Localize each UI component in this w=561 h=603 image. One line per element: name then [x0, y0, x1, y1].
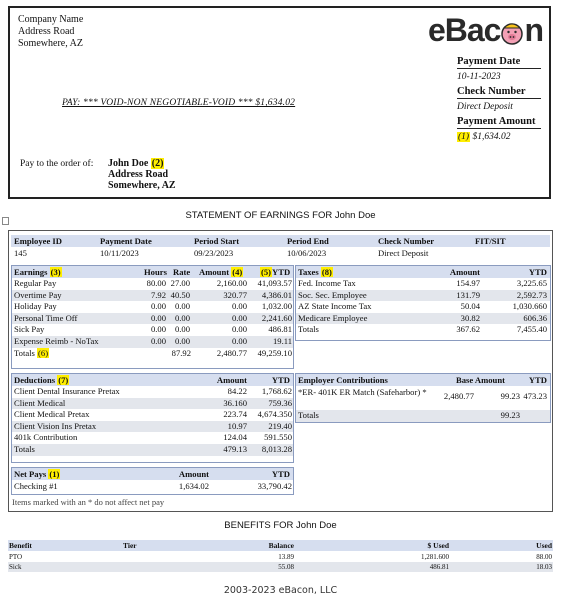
info-value: Direct Deposit [378, 248, 429, 258]
check-stub [8, 6, 551, 199]
payee-name: John Doe [108, 158, 149, 169]
col-amount: Amount [449, 267, 480, 277]
payment-amount-label: Payment Amount [457, 116, 541, 129]
table-row: Fed. Income Tax 154.97 3,225.65 [298, 278, 547, 288]
table-row: Sick Pay 0.00 0.00 0.00 486.81 [14, 324, 292, 335]
col-ytd: YTD [528, 375, 547, 385]
totals-row: Totals 479.13 8,013.28 [14, 444, 292, 454]
void-line: PAY: *** VOID-NON NEGOTIABLE-VOID *** $1,634.02 [62, 98, 296, 108]
table-row: Expense Reimb - NoTax 0.00 0.00 0.00 19.11 [14, 336, 292, 346]
info-header: FIT/SIT [475, 236, 506, 246]
pay-to-label: Pay to the order of: [20, 159, 94, 169]
col-balance: Balance [268, 541, 294, 550]
col-used: Used [536, 541, 552, 550]
table-row: Personal Time Off 0.00 0.00 0.00 2,241.60 [14, 312, 292, 323]
col-ytd: (5)YTD [261, 267, 291, 277]
col-tier: Tier [123, 541, 137, 550]
table-row: Sick 55.08 486.81 18.03 [9, 563, 552, 571]
marker-1: (1) [458, 132, 470, 142]
payment-date-label: Payment Date [457, 56, 541, 69]
table-row: Client Medical Pretax 223.74 4,674.350 [14, 409, 292, 420]
footer-copyright: 2003-2023 eBacon, LLC [223, 585, 338, 596]
ebacon-logo: eBac n [427, 12, 543, 48]
table-row: Client Medical 36.160 759.36 [14, 397, 292, 408]
col-hours: Hours [144, 267, 167, 277]
deductions-panel [11, 373, 294, 463]
check-number-label: Check Number [457, 86, 541, 99]
col-ytd: YTD [528, 267, 547, 277]
table-row: Regular Pay 80.00 27.00 2,160.00 41,093.57 [14, 278, 292, 288]
table-row: Client Vision Ins Pretax 10.97 219.40 [14, 420, 292, 431]
marker-2: (2) [151, 158, 164, 169]
info-header: Period Start [194, 236, 240, 246]
statement-title: STATEMENT OF EARNINGS FOR John Doe [185, 210, 376, 221]
pig-icon [500, 21, 524, 45]
benefits-title: BENEFITS FOR John Doe [224, 520, 337, 531]
deductions-title: Deductions (7) [14, 375, 69, 385]
netpay-title: Net Pays (1) [14, 469, 60, 479]
totals-row: Totals (6) 87.92 2,480.77 49,259.10 [14, 347, 292, 358]
earnings-title: Earnings (3) [14, 267, 61, 277]
payment-date: 10-11-2023 [457, 72, 501, 82]
col-used-dollars: $ Used [427, 541, 449, 550]
check-number: Direct Deposit [457, 102, 513, 112]
col-base-amount: Base Amount [456, 375, 505, 385]
table-row: Soc. Sec. Employee 131.79 2,592.73 [296, 290, 550, 302]
totals-row: Totals 99.23 [296, 410, 550, 422]
company-block [18, 14, 83, 50]
info-header: Period End [287, 236, 329, 246]
employee-info [11, 233, 550, 261]
col-benefit: Benefit [9, 541, 32, 550]
col-rate: Rate [173, 267, 191, 277]
col-amount: Amount [216, 375, 247, 385]
info-header: Check Number [378, 236, 435, 246]
totals-row: Totals 367.62 7,455.40 [298, 324, 547, 335]
table-row: Holiday Pay 0.00 0.00 0.00 1,032.00 [14, 301, 292, 312]
taxes-title: Taxes (8) [298, 267, 332, 277]
employer-title: Employer Contributions [298, 375, 388, 385]
footnote: Items marked with an * do not affect net pay [12, 497, 165, 507]
table-row: Client Dental Insurance Pretax 84.22 1,768.62 [14, 386, 292, 396]
payment-amount: (1) $1,634.02 [458, 132, 511, 142]
payee-city: Somewhere, AZ [108, 180, 176, 191]
payee-address: Address Road [108, 169, 169, 180]
net-pays-panel [11, 467, 294, 495]
table-row: Checking #1 1,634.02 33,790.42 [14, 481, 292, 491]
info-header: Payment Date [100, 236, 152, 246]
table-row: PTO 13.89 1,281.600 88.00 [9, 553, 552, 561]
table-row: Overtime Pay 7.92 40.50 320.77 4,386.01 [14, 289, 292, 300]
employer-contributions-panel [295, 373, 551, 423]
info-value: 09/23/2023 [194, 248, 234, 258]
statement-of-earnings [8, 230, 553, 512]
table-row: *ER- 401K ER Match (Safeharbor) * 2,480.77 99.23 473.23 [298, 387, 547, 401]
col-amount: Amount [178, 469, 209, 479]
earnings-panel [11, 265, 294, 369]
payment-date-block [457, 56, 541, 142]
company-name: Company Name [18, 14, 84, 25]
table-row: Medicare Employee 30.82 606.36 [296, 313, 550, 325]
table-row: AZ State Income Tax 50.04 1,030.660 [298, 301, 547, 312]
company-city: Somewhere, AZ [18, 38, 83, 49]
col-ytd: YTD [271, 375, 290, 385]
info-value: 10/11/2023 [100, 248, 139, 258]
pay-to-block [20, 158, 176, 191]
taxes-panel [295, 265, 551, 341]
col-ytd: YTD [271, 469, 290, 479]
table-row: 401k Contribution 124.04 591.550 [14, 432, 292, 443]
info-value: 10/06/2023 [287, 248, 327, 258]
col-amount: Amount (4) [199, 267, 243, 277]
info-header: Employee ID [14, 236, 62, 246]
info-value: 145 [14, 248, 27, 258]
company-address: Address Road [18, 26, 75, 37]
